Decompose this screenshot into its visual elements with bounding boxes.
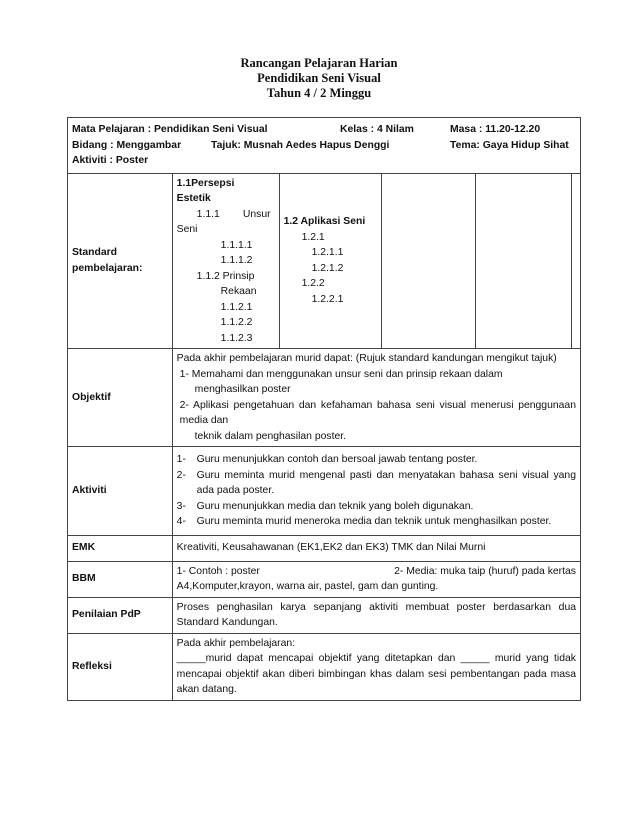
aktiviti-text: Guru meminta murid mengenal pasti dan menyatakan bahasa seni visual yang ada pada poster. xyxy=(196,469,576,496)
aktiviti-item xyxy=(177,514,576,530)
objektif-line: teknik dalam penghasilan poster. xyxy=(194,430,347,442)
std2-line: 1.2.2 xyxy=(301,278,325,290)
refleksi-row xyxy=(68,633,581,700)
aktiviti-item xyxy=(177,499,576,515)
objektif-line: 1- Memahami dan menggunakan unsur seni dan prinsip rekaan dalam xyxy=(179,368,503,380)
refleksi-content xyxy=(172,633,580,700)
emk-label: EMK xyxy=(68,535,173,561)
aktiviti-item xyxy=(177,452,576,468)
class-field: Kelas : 4 Nilam xyxy=(340,124,414,135)
std2-line: 1.2.1.1 xyxy=(311,247,344,259)
aktiviti-num: 3- xyxy=(176,500,186,512)
topic-field: Tajuk: Musnah Aedes Hapus Denggi xyxy=(211,139,390,151)
penilaian-row xyxy=(68,597,581,633)
time-field: Masa : 11.20-12.20 xyxy=(450,124,541,135)
standard-label xyxy=(68,173,173,349)
subject-field: Mata Pelajaran : Pendidikan Seni Visual xyxy=(72,124,268,135)
aktiviti-item xyxy=(177,468,576,499)
std1-line: 1.1.2 Prinsip xyxy=(196,270,255,282)
objektif-label: Objektif xyxy=(68,349,173,447)
std1-line: 1.1.2.3 xyxy=(220,332,253,344)
standard-col-3 xyxy=(382,173,476,349)
aktiviti-label: Aktiviti xyxy=(68,447,173,536)
aktiviti-num: 2- xyxy=(176,469,186,481)
std1-line: 1.1.2.1 xyxy=(220,301,253,313)
standard-col-1 xyxy=(172,173,279,349)
bbm-line-2: A4,Komputer,krayon, warna air, pastel, gam dan gunting. xyxy=(176,581,439,592)
std2-line: 1.2.1.2 xyxy=(311,262,344,274)
aktiviti-text: Guru menunjukkan media dan teknik yang boleh digunakan. xyxy=(196,500,474,512)
bbm-line-1 xyxy=(177,564,576,580)
activity-field: Aktiviti : Poster xyxy=(72,155,149,166)
header-line-3 xyxy=(72,153,576,169)
objektif-line: Pada akhir pembelajaran murid dapat: (Rujuk standard kandungan mengikut tajuk) xyxy=(176,353,557,364)
emk-content: Kreativiti, Keusahawanan (EK1,EK2 dan EK3) TMK dan Nilai Murni xyxy=(172,535,580,561)
std1-line: 1.1.1.2 xyxy=(220,255,253,266)
bbm-example: 1- Contoh : poster xyxy=(176,565,260,577)
header-row xyxy=(68,118,581,174)
header-cell xyxy=(68,118,581,174)
lesson-plan-table xyxy=(67,117,581,701)
emk-row xyxy=(68,535,581,561)
aktiviti-content xyxy=(172,447,580,536)
std2-line: 1.2.2.1 xyxy=(311,293,344,305)
objektif-line: menghasilkan poster xyxy=(194,384,291,395)
std1-line: 1.1Persepsi xyxy=(176,177,235,189)
penilaian-content: Proses penghasilan karya sepanjang aktiviti membuat poster berdasarkan dua Standard Kandungan. xyxy=(172,597,580,633)
header-line-2 xyxy=(72,138,576,154)
aktiviti-text: Guru menunjukkan contoh dan bersoal jawab tentang poster. xyxy=(196,454,478,465)
penilaian-label: Penilaian PdP xyxy=(68,597,173,633)
objektif-content xyxy=(172,349,580,447)
standard-col-4 xyxy=(476,173,572,349)
std2-line: 1.2 Aplikasi Seni xyxy=(283,216,366,228)
std1-line: 1.1.2.2 xyxy=(220,317,253,328)
standard-label-line-1: Standard xyxy=(72,247,118,259)
std1-line: 1.1.1 Unsur xyxy=(196,208,271,220)
header-line-1 xyxy=(72,122,576,138)
standard-col-2 xyxy=(279,173,382,349)
bbm-media: 2- Media: muka taip (huruf) pada kertas xyxy=(394,565,576,577)
doc-title: Rancangan Pelajaran Harian xyxy=(240,56,398,70)
refleksi-label: Refleksi xyxy=(68,633,173,700)
std1-line: 1.1.1.1 xyxy=(220,239,253,251)
standard-col-5 xyxy=(572,173,581,349)
aktiviti-text: Guru meminta murid meneroka media dan teknik untuk menghasilkan poster. xyxy=(196,516,552,527)
std1-line: Estetik xyxy=(176,193,211,204)
doc-subject: Pendidikan Seni Visual xyxy=(257,71,381,85)
std2-line: 1.2.1 xyxy=(301,231,325,243)
objektif-line: 2- Aplikasi pengetahuan dan kefahaman bahasa seni visual menerusi penggunaan media dan xyxy=(179,399,576,426)
aktiviti-row xyxy=(68,447,581,536)
refleksi-line-2: _____murid dapat mencapai objektif yang ditetapkan dan _____ murid yang tidak mencapai objektif akan diberi bimbingan khas dalam sesi pembentangan pada masa akan datang. xyxy=(176,653,576,695)
standard-label-line-2: pembelajaran: xyxy=(72,262,143,274)
aktiviti-num: 4- xyxy=(176,516,186,527)
theme-field: Tema: Gaya Hidup Sihat xyxy=(450,139,569,151)
standard-row xyxy=(68,173,581,349)
doc-year: Tahun 4 / 2 Minggu xyxy=(266,86,372,100)
std1-line: Rekaan xyxy=(220,286,257,297)
bbm-content xyxy=(172,561,580,597)
std1-line: Seni xyxy=(176,224,198,235)
field-field: Bidang : Menggambar xyxy=(72,139,182,151)
bbm-label: BBM xyxy=(68,561,173,597)
aktiviti-num: 1- xyxy=(176,454,186,465)
objektif-row xyxy=(68,349,581,447)
refleksi-line-1: Pada akhir pembelajaran: xyxy=(176,637,296,649)
bbm-row xyxy=(68,561,581,597)
